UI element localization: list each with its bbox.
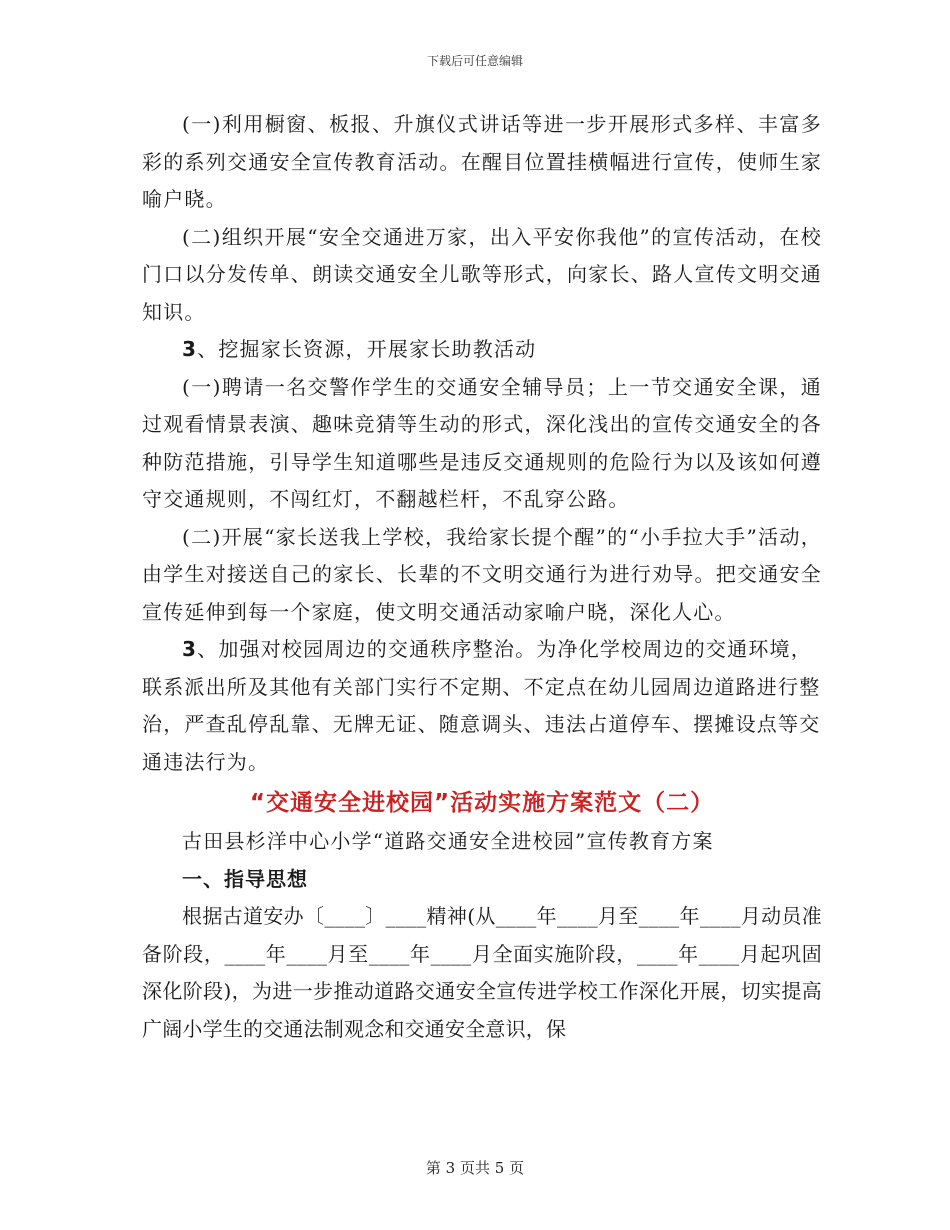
subheading-3-parents xyxy=(142,331,822,369)
page-footer: 第 3 页共 5 页 xyxy=(425,1159,525,1177)
paragraph-5 xyxy=(142,631,822,781)
paragraph-5-text: 、加强对校园周边的交通秩序整治。为净化学校周边的交通环境，联系派出所及其他有关部门实行不定期、不定点在幼儿园周边道路进行整治，严查乱停乱靠、无牌无证、随意调头、违法占道停车、摆摊设点等交通违法行为。 xyxy=(142,637,821,774)
subheading-text: 、挖掘家长资源，开展家长助教活动 xyxy=(197,337,537,361)
paragraph-3: (一)聘请一名交警作学生的交通安全辅导员；上一节交通安全课，通过观看情景表演、趣味竞猜等生动的形式，深化浅出的宣传交通安全的各种防范措施，引导学生知道哪些是违反交通规则的危险行为以及该如何遵守交通规则，不闯红灯，不翻越栏杆，不乱穿公路。 xyxy=(142,374,822,511)
paragraph-number: 3 xyxy=(182,637,198,661)
section-heading-1: 一、指导思想 xyxy=(182,866,308,891)
subheading-number: 3 xyxy=(182,337,198,361)
paragraph-6: 根据古道安办〔____〕____精神(从____年____月至____年____月动员准备阶段，____年____月至____年____月全面实施阶段，____年____月起巩固深化阶段)，为进一步推动道路交通安全宣传进学校工作深化开展，切实提高广阔小学生的交通法制观念和交通安全意识，保 xyxy=(142,904,822,1041)
paragraph-4: (二)开展“家长送我上学校，我给家长提个醒”的“小手拉大手”活动，由学生对接送自己的家长、长辈的不文明交通行为进行劝导。把交通安全宣传延伸到每一个家庭，使文明交通活动家喻户晓，深化人心。 xyxy=(142,524,822,624)
subtitle: 古田县杉洋中心小学“道路交通安全进校园”宣传教育方案 xyxy=(182,829,714,853)
document-title: “交通安全进校园”活动实施方案范文（二） xyxy=(249,790,715,816)
paragraph-1: (一)利用橱窗、板报、升旗仪式讲话等进一步开展形式多样、丰富多彩的系列交通安全宣传教育活动。在醒目位置挂横幅进行宣传，使师生家喻户晓。 xyxy=(142,112,822,211)
page-header: 下载后可任意编辑 xyxy=(426,54,523,68)
paragraph-2: (二)组织开展“安全交通进万家，出入平安你我他”的宣传活动，在校门口以分发传单、朗读交通安全儿歌等形式，向家长、路人宣传文明交通知识。 xyxy=(142,224,822,324)
document-body xyxy=(142,106,822,1048)
